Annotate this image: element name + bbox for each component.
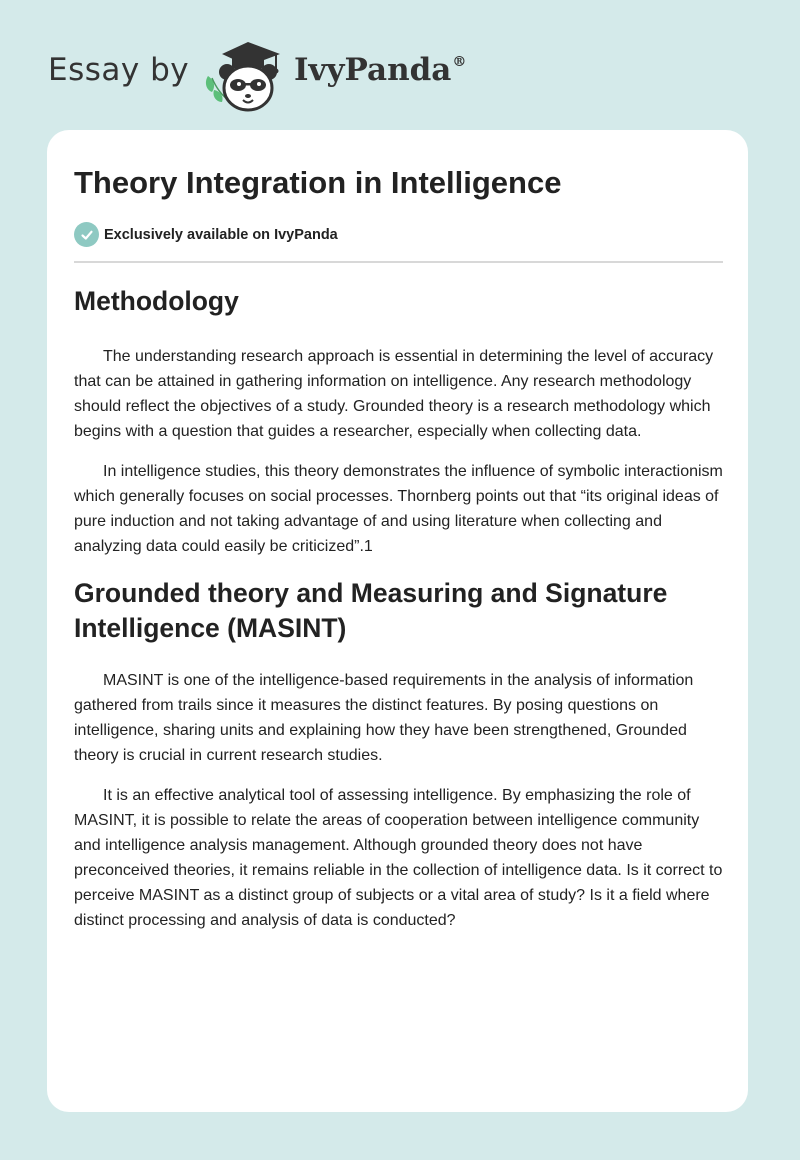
article-body [74,284,724,948]
article-card [47,130,748,1112]
divider [74,261,723,263]
paragraph: MASINT is one of the intelligence-based requirements in the analysis of information gathered from trails since it measures the distinct features. By posing questions on intelligence, sharing units and explaining how they have been strengthened, Grounded theory is crucial in current research studies. [74,672,694,764]
essay-by-label: Essay by [48,52,190,88]
paragraph: In intelligence studies, this theory demonstrates the influence of symbolic interactionism which generally focuses on social processes. Thornberg points out that “its original ideas of pure induction and not taking advantage of and using literature when collecting and analyzing data could easily be criticized”.1 [74,463,723,555]
section-heading: Methodology [74,286,239,316]
check-icon [74,222,99,247]
paragraph: It is an effective analytical tool of assessing intelligence. By emphasizing the role of MASINT, it is possible to relate the areas of cooperation between intelligence community and intelligence analysis management. Although grounded theory does not have preconceived theories, it remains reliable in the collection of intelligence data. Is it correct to perceive MASINT as a distinct group of subjects or a vital area of study? Is it a field where distinct processing and analysis of data is conducted? [74,787,723,929]
article-title: Theory Integration in Intelligence [74,165,562,200]
panda-logo-icon[interactable] [202,36,294,116]
section-heading: Grounded theory and Measuring and Signature Intelligence (MASINT) [74,578,668,643]
exclusive-badge-label: Exclusively available on IvyPanda [104,226,338,243]
brand-name[interactable] [294,52,466,88]
exclusive-badge [74,222,338,247]
brand-text: IvyPanda [294,52,452,88]
site-header [48,30,548,120]
registered-mark: ® [452,54,467,70]
paragraph: The understanding research approach is essential in determining the level of accuracy that can be attained in gathering information on intelligence. Any research methodology should reflect the objectives of a study. Grounded theory is a research methodology which begins with a question that guides a researcher, especially when collecting data. [74,348,714,440]
